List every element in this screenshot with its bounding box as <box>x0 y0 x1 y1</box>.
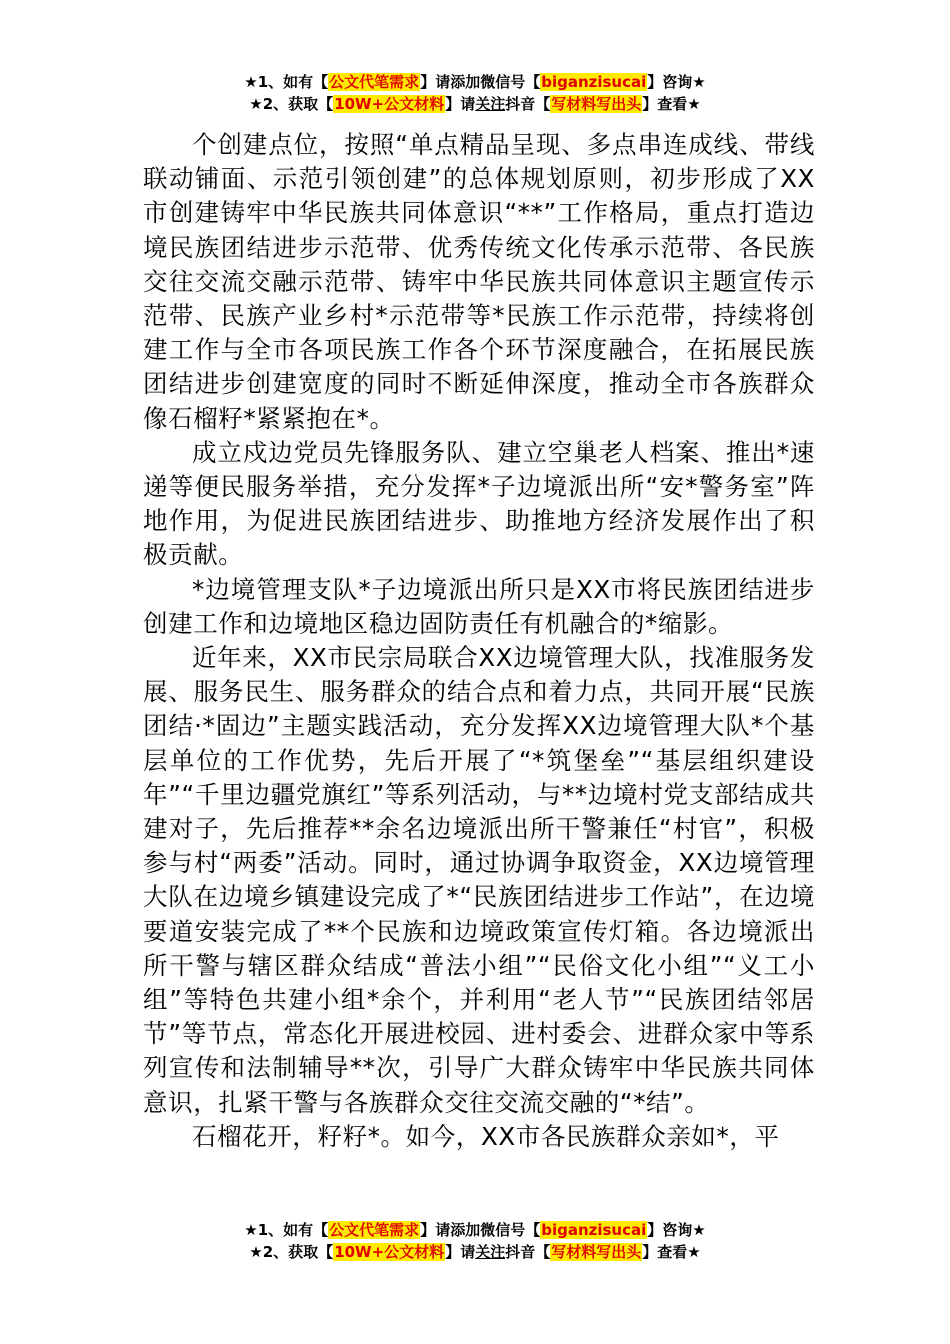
banner-highlight: 公文代笔需求 <box>329 73 420 91</box>
paragraph-1: 个创建点位，按照“单点精品呈现、多点串连成线、带线联动铺面、示范引领创建”的总体规划原则，初步形成了XX市创建铸牢中华民族共同体意识“**”工作格局，重点打造边境民族团结进步示范带、优秀传统文化传承示范带、各民族交往交流交融示范带、铸牢中华民族共同体意识主题宣传示范带、民族产业乡村*示范带等*民族工作示范带，持续将创建工作与全市各项民族工作各个环节深度融合，在拓展民族团结进步创建宽度的同时不断延伸深度，推动全市各族群众像石榴籽*紧紧抱在*。 <box>143 130 815 433</box>
banner-text: 】请添加微信号【 <box>420 1221 541 1239</box>
paragraph-3: *边境管理支队*子边境派出所只是XX市将民族团结进步创建工作和边境地区稳边固防责任有机融合的*缩影。 <box>143 574 815 638</box>
banner-underlined-text: 关注 <box>475 1243 506 1261</box>
header-banner <box>0 71 950 115</box>
banner-text: 抖音【 <box>505 1243 551 1261</box>
banner-text: 】请 <box>445 1243 476 1261</box>
banner-text: ★1、如有【 <box>244 1221 329 1239</box>
banner-line-2 <box>0 1241 950 1263</box>
paragraph-5: 石榴花开，籽籽*。如今，XX市各民族群众亲如*，平 <box>192 1121 780 1151</box>
banner-underlined-text: 关注 <box>475 95 506 113</box>
footer-banner <box>0 1219 950 1263</box>
banner-highlight: 写材料写出头 <box>551 1243 642 1261</box>
banner-line-2 <box>0 93 950 115</box>
banner-text: 】请添加微信号【 <box>420 73 541 91</box>
banner-text: 】咨询★ <box>647 73 706 91</box>
banner-text: 】查看★ <box>642 1243 701 1261</box>
banner-text: ★2、获取【 <box>249 1243 334 1261</box>
banner-text: 】咨询★ <box>647 1221 706 1239</box>
banner-highlight: biganzisucai <box>541 73 647 91</box>
banner-highlight: 10W+公文材料 <box>334 95 445 113</box>
banner-text: 抖音【 <box>505 95 551 113</box>
banner-line-1 <box>0 1219 950 1241</box>
banner-highlight: biganzisucai <box>541 1221 647 1239</box>
banner-text: 】查看★ <box>642 95 701 113</box>
banner-text: 】请 <box>445 95 476 113</box>
document-body <box>143 128 815 1154</box>
banner-text: ★1、如有【 <box>244 73 329 91</box>
paragraph-2: 成立戍边党员先锋服务队、建立空巢老人档案、推出*速递等便民服务举措，充分发挥*子边境派出所“安*警务室”阵地作用，为促进民族团结进步、助推地方经济发展作出了积极贡献。 <box>143 437 815 570</box>
banner-text: ★2、获取【 <box>249 95 334 113</box>
banner-highlight: 10W+公文材料 <box>334 1243 445 1261</box>
paragraph-4: 近年来，XX市民宗局联合XX边境管理大队，找准服务发展、服务民生、服务群众的结合点和着力点，共同开展“民族团结·*固边”主题实践活动，充分发挥XX边境管理大队*个基层单位的工作优势，先后开展了“*筑堡垒”“基层组织建设年”“千里边疆党旗红”等系列活动，与**边境村党支部结成共建对子，先后推荐**余名边境派出所干警兼任“村官”，积极参与村“两委”活动。同时，通过协调争取资金，XX边境管理大队在边境乡镇建设完成了*“民族团结进步工作站”，在边境要道安装完成了**个民族和边境政策宣传灯箱。各边境派出所干警与辖区群众结成“普法小组”“民俗文化小组”“义工小组”等特色共建小组*余个，并利用“老人节”“民族团结邻居节”等节点，常态化开展进校园、进村委会、进群众家中等系列宣传和法制辅导**次，引导广大群众铸牢中华民族共同体意识，扎紧干警与各族群众交往交流交融的“*结”。 <box>143 643 815 1117</box>
banner-highlight: 公文代笔需求 <box>329 1221 420 1239</box>
banner-highlight: 写材料写出头 <box>551 95 642 113</box>
banner-line-1 <box>0 71 950 93</box>
